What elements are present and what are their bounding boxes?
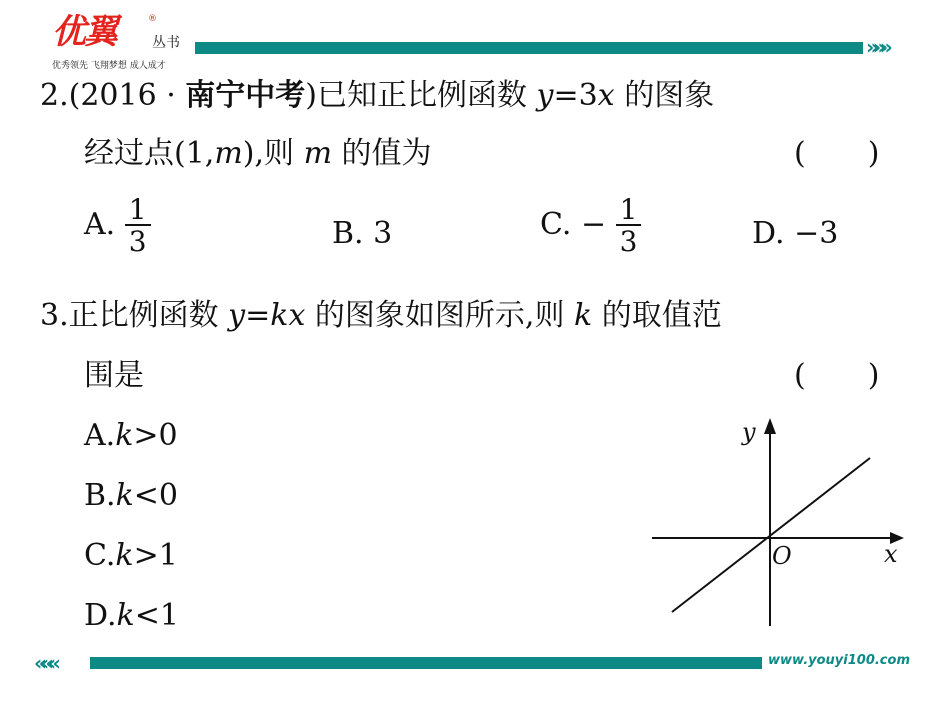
question-2-option-c[interactable]: C. − $\frac{1}{3}$	[540, 196, 641, 256]
registered-mark: ®	[148, 14, 157, 24]
question-3-option-a[interactable]: A.k>0	[84, 418, 178, 453]
fraction: $\frac{1}{3}$	[125, 196, 151, 256]
question-2-line-1: 2.(2016 · 南宁中考)已知正比例函数 y=3x 的图象	[40, 78, 715, 113]
function-graph	[648, 412, 910, 634]
logo-slogan: 优秀领先 飞翔梦想 成人成才	[52, 61, 166, 71]
y-axis-arrow-icon	[764, 418, 776, 434]
y-axis-label: y	[742, 418, 756, 446]
x-axis-label: x	[884, 540, 898, 568]
question-3-option-c[interactable]: C.k>1	[84, 538, 178, 573]
question-2-option-a[interactable]: A. $\frac{1}{3}$	[84, 196, 151, 256]
question-3-answer-blank[interactable]: ( )	[794, 358, 880, 393]
question-2-number: 2.	[40, 78, 69, 113]
question-2-source: 南宁中考	[185, 78, 306, 113]
forward-arrows-icon: »»»	[866, 35, 887, 59]
fraction: $\frac{1}{3}$	[616, 196, 642, 256]
header-bar	[195, 42, 863, 54]
footer-bar	[90, 657, 762, 669]
question-3-number: 3.	[40, 298, 69, 333]
back-arrows-icon: «««	[34, 651, 55, 675]
logo-text: 优翼	[52, 12, 116, 52]
question-2-line-2: 经过点(1,m),则 m 的值为	[84, 136, 432, 171]
series-label: 丛书	[152, 35, 180, 51]
origin-label: O	[772, 542, 792, 570]
footer-url[interactable]: www.youyi100.com	[768, 653, 910, 668]
question-2-answer-blank[interactable]: ( )	[794, 136, 880, 171]
question-3-option-d[interactable]: D.k<1	[84, 598, 179, 633]
question-2-option-d[interactable]: D. −3	[752, 216, 839, 251]
publisher-logo	[52, 12, 192, 71]
question-3-line-2: 围是	[84, 358, 144, 393]
question-2-option-b[interactable]: B. 3	[332, 216, 393, 251]
question-3-line-1: 3.正比例函数 y=kx 的图象如图所示,则 k 的取值范	[40, 298, 722, 333]
question-3-option-b[interactable]: B.k<0	[84, 478, 179, 513]
